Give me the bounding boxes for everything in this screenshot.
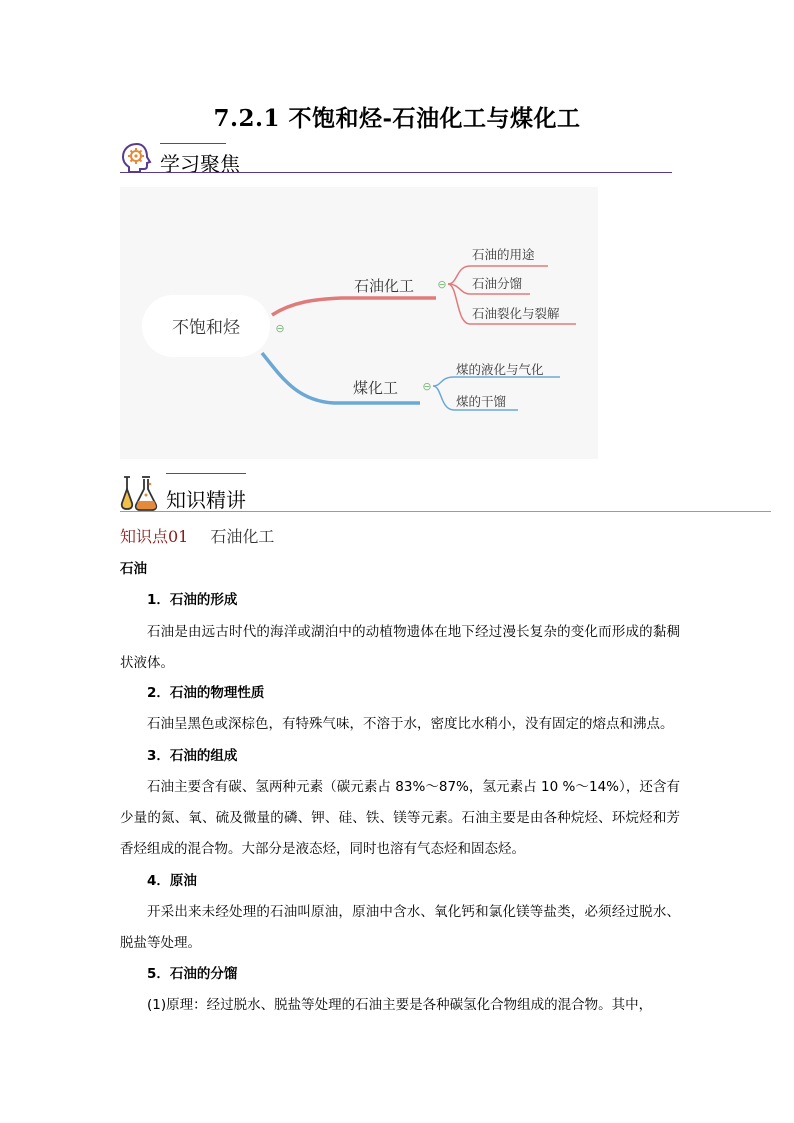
branch-coal-chemical: 煤化工 (353, 379, 399, 397)
root-collapse-icon[interactable]: ⊖ (275, 322, 285, 335)
subheading-physical-properties: 2．石油的物理性质 (147, 685, 265, 701)
leaf-cracking: 石油裂化与裂解 (472, 306, 560, 321)
knowledge-point-name: 石油化工 (210, 527, 275, 546)
section-knowledge-lecture (120, 470, 771, 514)
flask-icon (120, 473, 160, 513)
paragraph-crude-oil: 开采出来未经处理的石油叫原油，原油中含水、氧化钙和氯化镁等盐类，必须经过脱水、脱盐等处理。 (120, 904, 680, 951)
knowledge-point-title (120, 524, 274, 547)
leaf-coal-distillation: 煤的干馏 (456, 394, 507, 409)
mind-map (120, 187, 598, 459)
subheading-crude-oil: 4．原油 (147, 873, 197, 889)
paragraph-composition: 石油主要含有碳、氢两种元素（碳元素占 83%～87%，氢元素占 10 %～14%），还含有少量的氮、氧、硫及微量的磷、钾、硅、铁、镁等元素。石油主要是由各种烷烃、环烷烃和芳香烃组成的混合物。大部分是液态烃，同时也溶有气态烃和固态烃。 (120, 779, 680, 857)
branch2-collapse-icon[interactable]: ⊖ (422, 380, 432, 393)
knowledge-point-number: 知识点01 (120, 527, 189, 546)
section-label: 学习聚焦 (160, 152, 240, 176)
paragraph-physical-properties: 石油呈黑色或深棕色，有特殊气味，不溶于水，密度比水稍小，没有固定的熔点和沸点。 (147, 716, 674, 732)
content-heading: 石油 (120, 561, 147, 577)
subheading-composition: 3．石油的组成 (147, 748, 238, 764)
leaf-coal-liquefaction: 煤的液化与气化 (456, 362, 544, 377)
paragraph-fractionation: (1)原理：经过脱水、脱盐等处理的石油主要是各种碳氢化合物组成的混合物。其中， (147, 997, 653, 1013)
brain-gear-icon (120, 142, 154, 174)
section-label: 知识精讲 (166, 488, 246, 512)
leaf-petroleum-uses: 石油的用途 (472, 247, 535, 262)
subheading-formation: 1．石油的形成 (147, 592, 238, 608)
subheading-fractionation: 5．石油的分馏 (147, 966, 238, 982)
leaf-petroleum-fractionation: 石油分馏 (472, 276, 523, 291)
section-learning-focus (120, 140, 672, 176)
branch1-collapse-icon[interactable]: ⊖ (437, 278, 447, 291)
branch-petrochemical: 石油化工 (354, 277, 415, 295)
mindmap-root: 不饱和烃 (172, 318, 240, 338)
page-title: 7.2.1 不饱和烃-石油化工与煤化工 (213, 105, 581, 132)
paragraph-formation: 石油是由远古时代的海洋或湖泊中的动植物遗体在地下经过漫长复杂的变化而形成的黏稠状液体。 (120, 624, 680, 671)
